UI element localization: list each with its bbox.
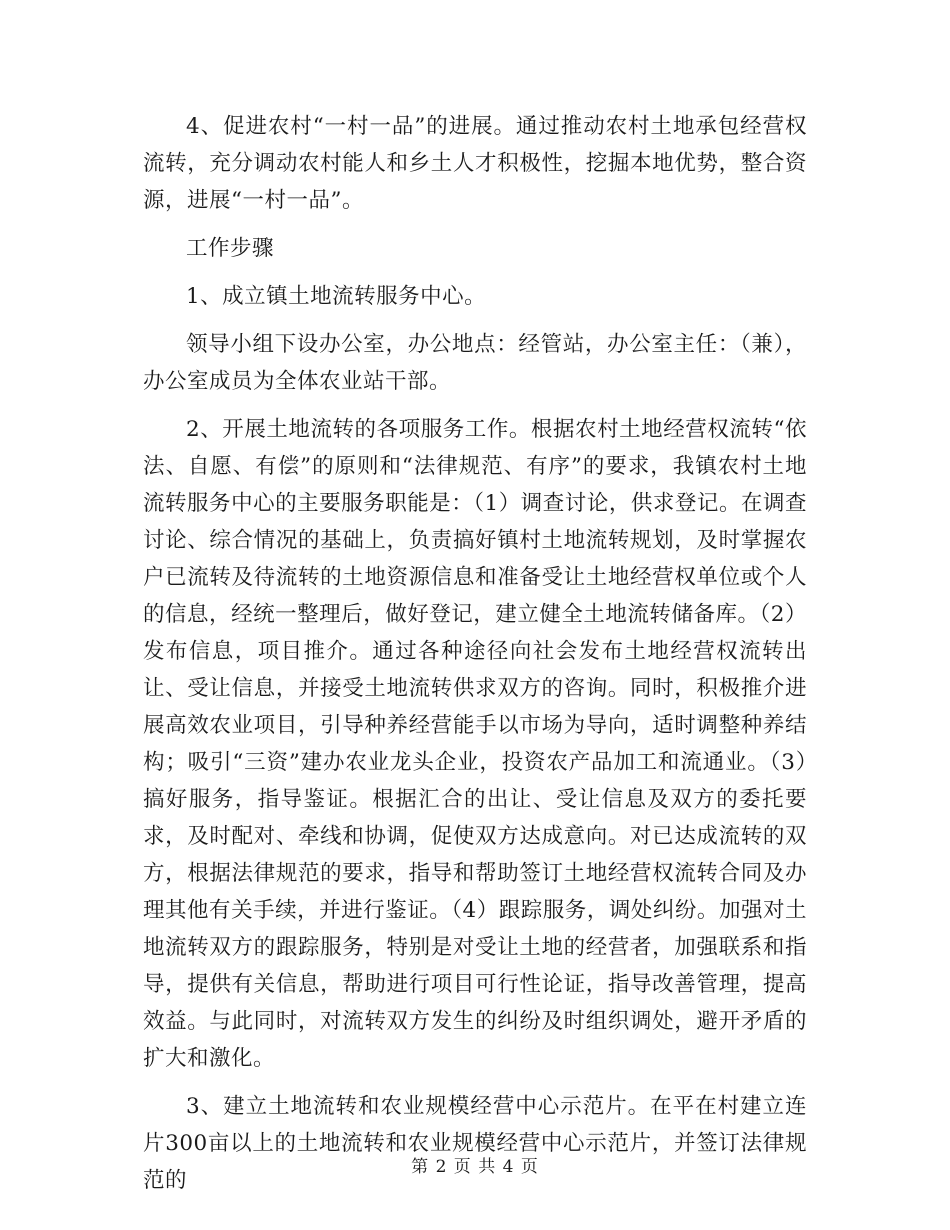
paragraph-promote-one-village-one-product: 4、促进农村“一村一品”的进展。通过推动农村土地承包经营权流转，充分调动农村能人和乡土人才积极性，挖掘本地优势，整合资源，进展“一村一品”。 [143,114,807,213]
paragraph-office-setup: 领导小组下设办公室，办公地点：经管站，办公室主任：（兼），办公室成员为全体农业站干部。 [143,332,807,394]
paragraph-gap [143,400,807,411]
page-number-footer: 第 2 页 共 4 页 [411,1157,539,1177]
paragraph-gap [143,315,807,326]
document-body [143,108,807,1199]
paragraph-gap [143,267,807,278]
paragraph-gap [143,219,807,230]
section-heading-work-steps: 工作步骤 [186,236,275,261]
paragraph-step-3-demo-zone: 3、建立土地流转和农业规模经营中心示范片。在平在村建立连片300亩以上的土地流转和农业规模经营中心示范片，并签订法律规范的 [143,1094,807,1193]
paragraph-step-1: 1、成立镇土地流转服务中心。 [186,284,487,309]
paragraph-step-2-services: 2、开展土地流转的各项服务工作。根据农村土地经营权流转“依法、自愿、有偿”的原则和“法律规范、有序”的要求，我镇农村土地流转服务中心的主要服务职能是：（1）调查讨论，供求登记。在调查讨论、综合情况的基础上，负责搞好镇村土地流转规划，及时掌握农户已流转及待流转的土地资源信息和准备受让土地经营权单位或个人的信息，经统一整理后，做好登记，建立健全土地流转储备库。（2）发布信息，项目推介。通过各种途径向社会发布土地经营权流转出让、受让信息，并接受土地流转供求双方的咨询。同时，积极推介进展高效农业项目，引导种养经营能手以市场为导向，适时调整种养结构；吸引“三资”建办农业龙头企业，投资农产品加工和流通业。（3）搞好服务，指导鉴证。根据汇合的出让、受让信息及双方的委托要求，及时配对、牵线和协调，促使双方达成意向。对已达成流转的双方，根据法律规范的要求，指导和帮助签订土地经营权流转合同及办理其他有关手续，并进行鉴证。（4）跟踪服务，调处纠纷。加强对土地流转双方的跟踪服务，特别是对受让土地的经营者，加强联系和指导，提供有关信息，帮助进行项目可行性论证，指导改善管理，提高效益。与此同时，对流转双方发生的纠纷及时组织调处，避开矛盾的扩大和激化。 [143,417,807,1071]
paragraph-gap [143,1077,807,1088]
